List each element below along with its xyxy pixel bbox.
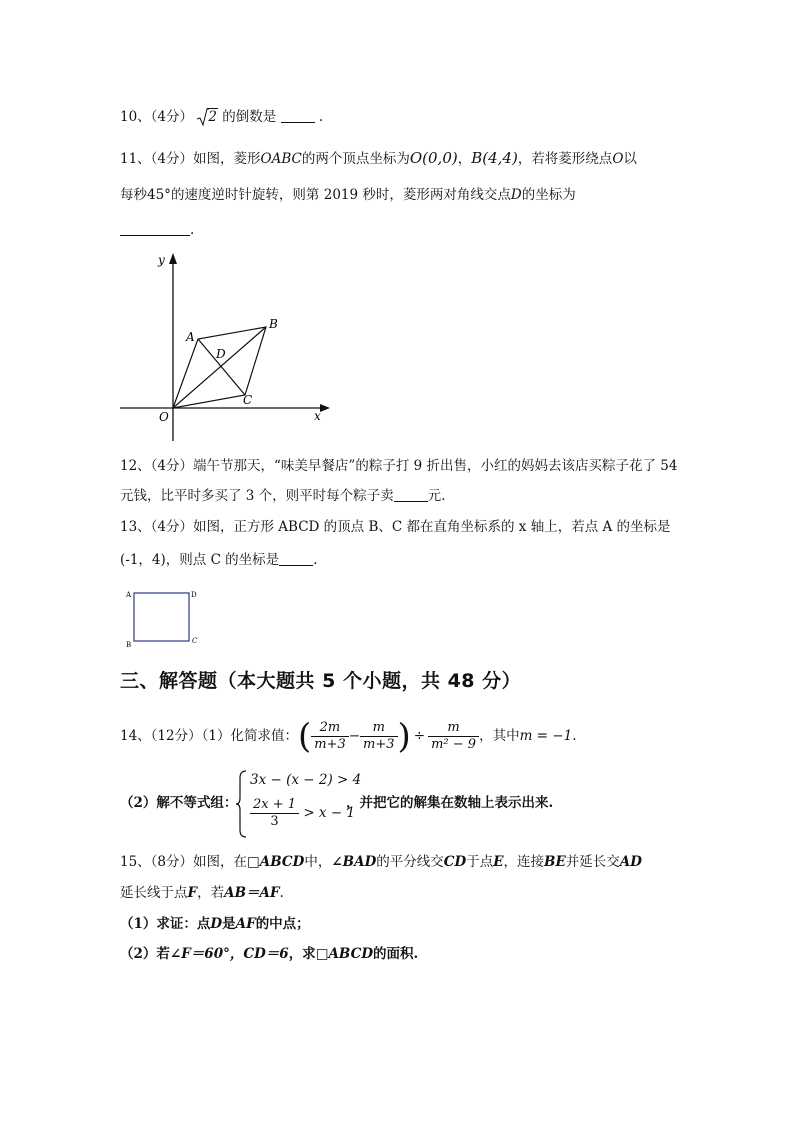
q12-text-b: 元钱，比平时多买了 3 个，则平时每个粽子卖 — [120, 488, 394, 504]
q11-text-c: ，若将菱形绕点 — [517, 151, 613, 167]
q11-d: D — [510, 187, 522, 203]
question-15-line1 — [120, 852, 642, 872]
q13-text-b: (-1，4)，则点 C 的坐标是 — [120, 552, 280, 568]
ineq2-rhs: > x − 1 — [303, 805, 356, 821]
f1-denominator: m+3 — [314, 737, 346, 752]
q15-text-i: . — [279, 885, 284, 901]
question-14-line1 — [120, 716, 576, 756]
question-15-line2 — [120, 883, 284, 903]
q15-ad: AD — [619, 854, 642, 870]
answer-blank[interactable] — [281, 108, 315, 123]
right-paren: ) — [397, 716, 411, 757]
radicand: 2 — [208, 109, 217, 125]
brace-icon — [236, 770, 248, 838]
q14-prefix: 14、（12分）（1）化简求值： — [120, 728, 298, 744]
sqrt-expression — [197, 107, 218, 127]
q14-part2-suffix: ，并把它的解集在数轴上表示出来. — [346, 795, 554, 811]
question-12-line1 — [120, 456, 677, 476]
q11-shape: OABC — [260, 151, 302, 167]
point-o-label: O — [159, 410, 169, 424]
q11-text-b: 的两个顶点坐标为 — [301, 151, 410, 167]
q15-equation: AB＝AF — [224, 885, 280, 901]
q15-text-e: ，连接 — [503, 854, 545, 870]
q11-o: O — [612, 151, 624, 167]
square-c-label: C — [192, 637, 198, 645]
radical-sign-icon — [197, 107, 209, 127]
q10-text: 的倒数是 — [222, 109, 277, 125]
q11-text-a: 11、（4分）如图，菱形 — [120, 151, 261, 167]
fraction-1 — [311, 720, 349, 753]
q15-text-d: 于点 — [466, 854, 494, 870]
point-a-label: A — [186, 330, 195, 344]
square-d-label: D — [191, 591, 197, 599]
q15-text-h: ，若 — [197, 885, 225, 901]
answer-blank[interactable] — [120, 221, 190, 236]
q11-text-f: 的速度逆时针旋转，则第 2019 秒时，菱形两对角线交点 — [170, 187, 511, 203]
point-c-label: C — [243, 393, 253, 407]
square-figure — [124, 588, 206, 650]
q15-part1-d: D — [210, 916, 223, 932]
q11-text-g: 的坐标为 — [521, 187, 576, 203]
question-12-line2 — [120, 486, 445, 506]
q11-text-e: 每秒 — [120, 187, 147, 203]
q11-b-coord: B(4,4) — [471, 149, 518, 167]
q12-text-a: 12、（4分）端午节那天，“味美早餐店”的粽子打 9 折出售，小红的妈妈去该店买粽子花了 54 — [120, 458, 678, 474]
q11-end: . — [190, 222, 195, 238]
q10-end: . — [318, 109, 324, 125]
square-b-label: B — [126, 641, 132, 649]
q15-be: BE — [544, 854, 566, 870]
q13-text-a: 13、（4分）如图，正方形 ABCD 的顶点 B、C 都在直角坐标系的 x 轴上，若点 A 的坐标是 — [120, 519, 671, 535]
q15-cd: CD — [443, 854, 467, 870]
divide-sign: ÷ — [413, 728, 426, 744]
q15-text-f: 并延长交 — [565, 854, 620, 870]
f1-numerator: 2m — [311, 720, 349, 737]
ineq2-denominator: 3 — [270, 814, 279, 829]
square — [134, 593, 189, 641]
q14-suffix-b: . — [572, 728, 577, 744]
q11-sep: ， — [457, 151, 472, 167]
question-14-part2-prefix — [120, 793, 237, 813]
answer-blank[interactable] — [279, 551, 313, 566]
q15-part2-para: □ABCD — [315, 946, 374, 962]
q15-part1-c: 的中点； — [255, 916, 310, 932]
question-13-line1 — [120, 517, 671, 537]
q15-part2-cond: ∠F＝60°，CD＝6 — [169, 946, 289, 962]
question-14-part2-suffix — [346, 793, 553, 813]
q15-f: F — [187, 885, 198, 901]
x-axis-arrow-icon — [320, 404, 330, 412]
q13-text-c: . — [313, 552, 318, 568]
q15-text-c: 的平分线交 — [376, 854, 444, 870]
section-title: 三、解答题（本大题共 5 个小题，共 48 分） — [120, 670, 522, 692]
left-paren: ( — [297, 716, 312, 757]
inequality-2 — [250, 797, 355, 830]
q15-parallelogram: □ABCD — [247, 854, 305, 870]
q11-o-coord: O(0,0) — [409, 149, 458, 167]
f2-numerator: m — [360, 720, 398, 737]
answer-blank[interactable] — [394, 487, 428, 502]
question-15-part1 — [120, 914, 310, 934]
question-11-line3 — [120, 220, 194, 240]
q14-part2-prefix: （2）解不等式组： — [120, 795, 238, 811]
question-10 — [120, 107, 323, 127]
q15-e: E — [493, 854, 504, 870]
q15-part2-a: （2）若 — [120, 946, 170, 962]
question-11-line1 — [120, 148, 637, 169]
fraction-3 — [428, 720, 479, 753]
q15-part2-c: 的面积. — [373, 946, 419, 962]
ineq2-fraction — [250, 797, 299, 830]
q12-text-c: 元. — [427, 488, 446, 504]
rhombus-figure — [118, 248, 338, 443]
q15-text-b: 中， — [304, 854, 332, 870]
q15-text-a: 15、（8分）如图，在 — [120, 854, 248, 870]
y-axis-arrow-icon — [169, 253, 177, 264]
fraction-2 — [360, 720, 398, 753]
point-d-label: D — [216, 347, 226, 361]
y-label: y — [158, 253, 165, 267]
question-11-line2 — [120, 185, 576, 205]
inequality-1: 3x − (x − 2) > 4 — [250, 772, 362, 788]
ineq2-numerator: 2x + 1 — [250, 797, 299, 814]
q15-part2-b: ，求 — [288, 946, 316, 962]
q11-text-d: 以 — [623, 151, 637, 167]
q15-part1-b: 是 — [222, 916, 236, 932]
q11-angle: 45° — [147, 187, 171, 203]
f3-numerator: m — [428, 720, 479, 737]
q14-suffix-a: ，其中 — [479, 728, 520, 744]
question-13-line2 — [120, 550, 317, 570]
q15-part1-a: （1）求证：点 — [120, 916, 211, 932]
q15-text-g: 延长线于点 — [120, 885, 188, 901]
minus-sign: − — [348, 728, 361, 744]
square-a-label: A — [126, 591, 132, 599]
f2-denominator: m+3 — [363, 737, 395, 752]
q14-condition: m = −1 — [519, 728, 573, 744]
point-b-label: B — [269, 317, 278, 331]
question-15-part2 — [120, 944, 418, 964]
x-label: x — [314, 409, 321, 423]
f3-denominator: m² − 9 — [431, 737, 477, 752]
q10-number: 10、（4分） — [120, 109, 194, 125]
q15-part1-af: AF — [235, 916, 256, 932]
q15-angle-bad: ∠BAD — [331, 854, 377, 870]
